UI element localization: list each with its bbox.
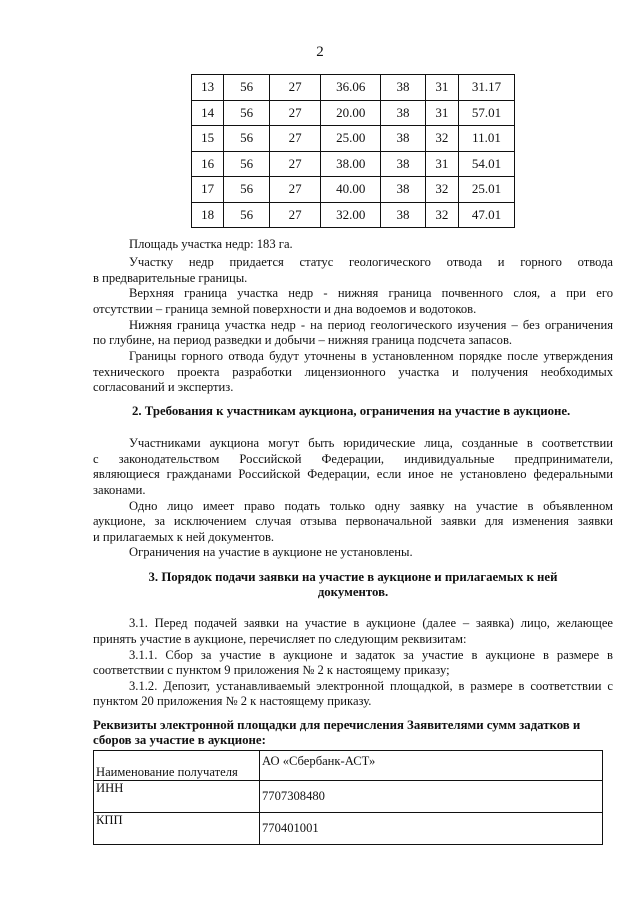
coordinates-cell: 25.00 [321,126,381,152]
coordinates-cell: 38 [381,126,426,152]
coordinates-cell: 13 [192,75,224,101]
point-3-1-1-line-1: 3.1.1. Сбор за участие в аукционе и задаток за участие в аукционе в размере в [129,648,613,662]
coordinates-cell: 32 [425,202,458,228]
coordinates-cell: 38 [381,75,426,101]
coordinates-row [192,202,515,228]
coordinates-row [192,126,515,152]
coordinates-cell: 27 [269,177,320,203]
coordinates-cell: 38 [381,177,426,203]
coordinates-cell: 27 [269,202,320,228]
recipient-value: АО «Сбербанк-АСТ» [260,751,603,781]
coordinates-cell: 16 [192,151,224,177]
mining-bounds-line-2: технического проекта разработки лицензионного участка и получения необходимых [93,365,613,379]
section-2-heading: 2. Требования к участникам аукциона, ограничения на участие в аукционе. [132,404,571,418]
coordinates-cell: 32 [425,126,458,152]
coordinates-cell: 14 [192,100,224,126]
participants-line-1: Участниками аукциона могут быть юридические лица, созданные в соответствии [129,436,613,450]
requisites-row-inn [94,781,603,813]
coordinates-cell: 27 [269,75,320,101]
recipient-label: Наименование получателя [94,751,260,781]
coordinates-row [192,100,515,126]
participants-line-2: с законодательством Российской Федерации, индивидуальные предприниматели, [93,452,613,466]
coordinates-cell: 56 [224,75,270,101]
coordinates-cell: 31 [425,100,458,126]
coordinates-cell: 38.00 [321,151,381,177]
requisites-table [93,750,603,845]
status-line-1: Участку недр придается статус геологического отвода и горного отвода [129,255,613,269]
point-3-1-2-line-2: пунктом 20 приложения № 2 к настоящему приказу. [93,694,372,708]
coordinates-cell: 27 [269,126,320,152]
area-text: Площадь участка недр: 183 га. [129,237,293,251]
coordinates-cell: 56 [224,151,270,177]
coordinates-cell: 17 [192,177,224,203]
coordinates-cell: 32.00 [321,202,381,228]
coordinates-cell: 11.01 [459,126,515,152]
coordinates-cell: 15 [192,126,224,152]
coordinates-cell: 36.06 [321,75,381,101]
restrictions-text: Ограничения на участие в аукционе не установлены. [129,545,413,559]
participants-line-4: законами. [93,483,146,497]
point-3-1-line-1: 3.1. Перед подачей заявки на участие в аукционе (далее – заявка) лицо, желающее [129,616,613,630]
inn-value: 7707308480 [260,781,603,813]
coordinates-row [192,177,515,203]
coordinates-cell: 20.00 [321,100,381,126]
lower-boundary-line-1: Нижняя граница участка недр - на период геологического изучения – без ограничения [129,318,613,332]
kpp-value: 770401001 [260,813,603,845]
coordinates-cell: 38 [381,151,426,177]
coordinates-cell: 25.01 [459,177,515,203]
status-line-2: в предварительные границы. [93,271,248,285]
coordinates-cell: 31 [425,151,458,177]
coordinates-cell: 56 [224,126,270,152]
coordinates-cell: 31 [425,75,458,101]
coordinates-cell: 54.01 [459,151,515,177]
coordinates-cell: 27 [269,100,320,126]
coordinates-cell: 56 [224,177,270,203]
point-3-1-line-2: принять участие в аукционе, перечисляет по следующим реквизитам: [93,632,467,646]
coordinates-cell: 56 [224,100,270,126]
requisites-row-recipient [94,751,603,781]
coordinates-cell: 40.00 [321,177,381,203]
inn-label: ИНН [94,781,260,813]
one-application-line-3: и прилагаемых к ней документов. [93,530,275,544]
coordinates-cell: 18 [192,202,224,228]
one-application-line-1: Одно лицо имеет право подать только одну заявку на участие в объявленном [129,499,613,513]
coordinates-table [191,74,515,228]
requisites-heading-line-1: Реквизиты электронной площадки для перечисления Заявителями сумм задатков и [93,718,581,732]
coordinates-cell: 38 [381,100,426,126]
upper-boundary-line-1: Верхняя граница участка недр - нижняя граница почвенного слоя, а при его [129,286,613,300]
coordinates-cell: 57.01 [459,100,515,126]
lower-boundary-line-2: по глубине, на период разведки и добычи – нижняя граница подсчета запасов. [93,333,513,347]
point-3-1-1-line-2: соответствии с пунктом 9 приложения № 2 к настоящему приказу; [93,663,450,677]
coordinates-row [192,151,515,177]
coordinates-cell: 47.01 [459,202,515,228]
coordinates-cell: 56 [224,202,270,228]
point-3-1-2-line-1: 3.1.2. Депозит, устанавливаемый электронной площадкой, в размере в соответствии с [129,679,613,693]
coordinates-cell: 32 [425,177,458,203]
section-3-heading-line-1: 3. Порядок подачи заявки на участие в аукционе и прилагаемых к ней [148,570,558,584]
kpp-label: КПП [94,813,260,845]
section-3-heading-line-2: документов. [317,585,389,599]
coordinates-cell: 27 [269,151,320,177]
mining-bounds-line-1: Границы горного отвода будут уточнены в установленном порядке после утверждения [129,349,613,363]
page-number: 2 [316,44,324,60]
coordinates-cell: 38 [381,202,426,228]
upper-boundary-line-2: отсутствии – граница земной поверхности и дна водоемов и водотоков. [93,302,477,316]
participants-line-3: являющиеся гражданами Российской Федерации, если иное не установлено федеральными [93,467,613,481]
coordinates-row [192,75,515,101]
mining-bounds-line-3: согласований и экспертиз. [93,380,234,394]
requisites-heading-line-2: сборов за участие в аукционе: [93,733,266,747]
coordinates-cell: 31.17 [459,75,515,101]
requisites-row-kpp [94,813,603,845]
one-application-line-2: аукционе, за исключением случая отзыва первоначальной заявки для изменения заявки [93,514,613,528]
